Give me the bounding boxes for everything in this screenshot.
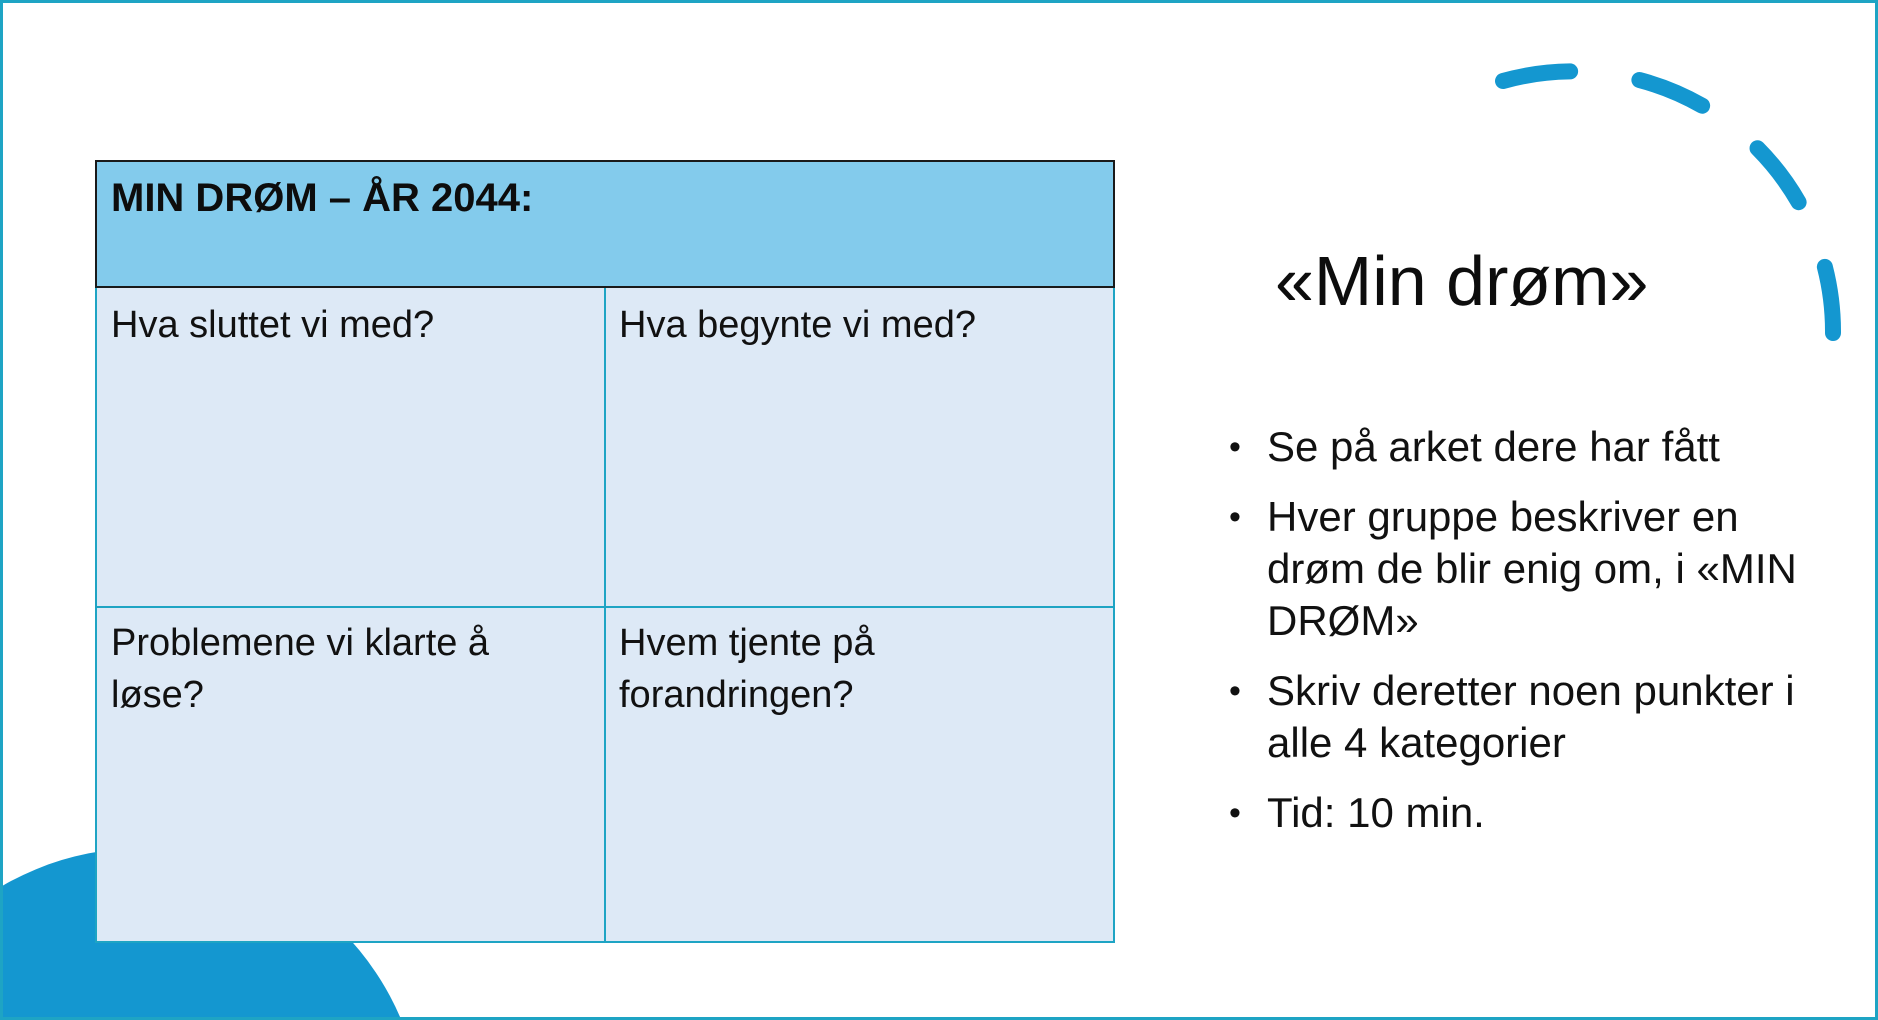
table-cell-stopped: Hva sluttet vi med? [111, 304, 435, 346]
list-item-text: Tid: 10 min. [1267, 789, 1485, 836]
list-item-text: Skriv deretter noen punkter i alle 4 kategorier [1267, 667, 1795, 766]
table-header [95, 160, 1115, 288]
instruction-list [1225, 421, 1825, 857]
bullet-icon: • [1229, 498, 1241, 536]
list-item [1225, 421, 1825, 473]
list-item-text: Se på arket dere har fått [1267, 423, 1720, 470]
list-item [1225, 787, 1825, 839]
table-header-text: MIN DRØM – ÅR 2044: [111, 176, 534, 220]
dream-table [95, 160, 1115, 943]
table-cell-solved: Problemene vi klarte å løse? [111, 622, 490, 716]
bullet-icon: • [1229, 794, 1241, 832]
table-cell-started: Hva begynte vi med? [619, 304, 976, 346]
bullet-icon: • [1229, 428, 1241, 466]
list-item-text: Hver gruppe beskriver en drøm de blir enig om, i «MIN DRØM» [1267, 493, 1797, 644]
slide-title: «Min drøm» [1275, 242, 1649, 320]
list-item [1225, 491, 1825, 647]
table-cell-benefited: Hvem tjente på forandringen? [619, 622, 875, 716]
table-divider-vertical [604, 288, 606, 943]
list-item [1225, 665, 1825, 769]
table-divider-horizontal [97, 606, 1113, 608]
bullet-icon: • [1229, 672, 1241, 710]
